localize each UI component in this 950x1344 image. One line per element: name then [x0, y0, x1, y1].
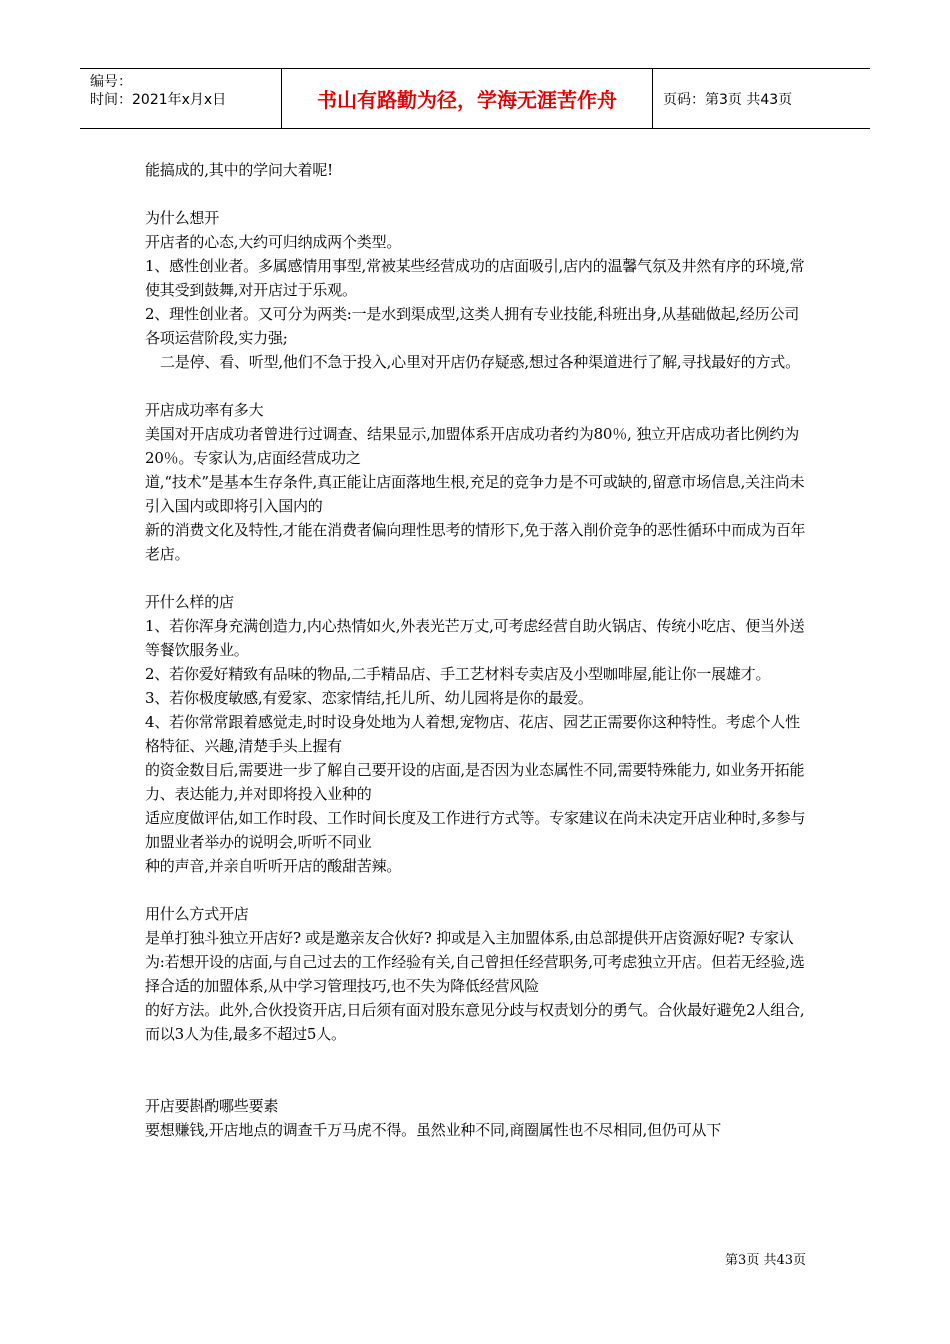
header-motto: 书山有路勤为径，学海无涯苦作舟	[282, 69, 653, 128]
paragraph: 能搞成的,其中的学问大着呢!	[145, 161, 333, 179]
section-heading: 开什么样的店	[145, 593, 234, 611]
paragraph: 4、若你常常跟着感觉走,时时设身处地为人着想,宠物店、花店、园艺正需要你这种特性。考虑个人性格特征、兴趣,清楚手头上握有	[145, 713, 800, 755]
paragraph: 适应度做评估,如工作时段、工作时间长度及工作进行方式等。专家建议在尚未决定开店业种时,多参与加盟业者举办的说明会,听听不同业	[145, 809, 806, 851]
paragraph: 1、感性创业者。多属感情用事型,常被某些经营成功的店面吸引,店内的温馨气氛及井然有序的环境,常使其受到鼓舞,对开店过于乐观。	[145, 257, 805, 299]
section-heading: 为什么想开	[145, 209, 220, 227]
paragraph: 是单打独斗独立开店好? 或是邀亲友合伙好? 抑或是入主加盟体系,由总部提供开店资源好呢? 专家认为:若想开设的店面,与自己过去的工作经验有关,自己曾担任经营职务,可考虑独立开店。但若无经验,选择合适的加盟体系,从中学习管理技巧,也不失为降低经营风险	[145, 929, 805, 995]
header-meta	[80, 69, 282, 128]
section-heading: 开店成功率有多大	[145, 401, 264, 419]
paragraph: 二是停、看、听型,他们不急于投入,心里对开店仍存疑惑,想过各种渠道进行了解,寻找最好的方式。	[160, 353, 800, 371]
paragraph: 的好方法。此外,合伙投资开店,日后须有面对股东意见分歧与权责划分的勇气。合伙最好避免2人组合,而以3人为佳,最多不超过5人。	[145, 1001, 805, 1043]
paragraph: 新的消费文化及特性,才能在消费者偏向理性思考的情形下,免于落入削价竞争的恶性循环中而成为百年老店。	[145, 521, 806, 563]
number-label: 编号：	[90, 74, 132, 90]
section-heading: 开店要斟酌哪些要素	[145, 1097, 279, 1115]
paragraph: 1、若你浑身充满创造力,内心热情如火,外表光芒万丈,可考虑经营自助火锅店、传统小吃店、便当外送等餐饮服务业。	[145, 617, 805, 659]
time-label: 时间：2021年x月x日	[90, 92, 227, 108]
paragraph: 3、若你极度敏感,有爱家、恋家情结,托儿所、幼儿园将是你的最爱。	[145, 689, 593, 707]
page-footer: 第3页 共43页	[725, 1253, 806, 1268]
paragraph: 美国对开店成功者曾进行过调查、结果显示,加盟体系开店成功者约为80％, 独立开店成功者比例约为20％。专家认为,店面经营成功之	[145, 425, 799, 467]
paragraph: 2、理性创业者。又可分为两类:一是水到渠成型,这类人拥有专业技能,科班出身,从基础做起,经历公司各项运营阶段,实力强;	[145, 305, 800, 347]
paragraph: 开店者的心态,大约可归纳成两个类型。	[145, 233, 402, 251]
paragraph: 道,“技术”是基本生存条件,真正能让店面落地生根,充足的竞争力是不可或缺的,留意市场信息,关注尚未引入国内或即将引入国内的	[145, 473, 805, 515]
paragraph: 2、若你爱好精致有品味的物品,二手精品店、手工艺材料专卖店及小型咖啡屋,能让你一展雄才。	[145, 665, 771, 683]
document-body	[145, 158, 809, 1142]
paragraph: 要想赚钱,开店地点的调查千万马虎不得。虽然业种不同,商圈属性也不尽相同,但仍可从下	[145, 1121, 722, 1139]
paragraph: 种的声音,并亲自听听开店的酸甜苦辣。	[145, 857, 402, 875]
section-heading: 用什么方式开店	[145, 905, 249, 923]
page-header	[80, 68, 870, 129]
paragraph: 的资金数目后,需要进一步了解自己要开设的店面,是否因为业态属性不同,需要特殊能力, 如业务开拓能力、表达能力,并对即将投入业种的	[145, 761, 805, 803]
header-page-number: 页码：第3页 共43页	[663, 91, 793, 108]
